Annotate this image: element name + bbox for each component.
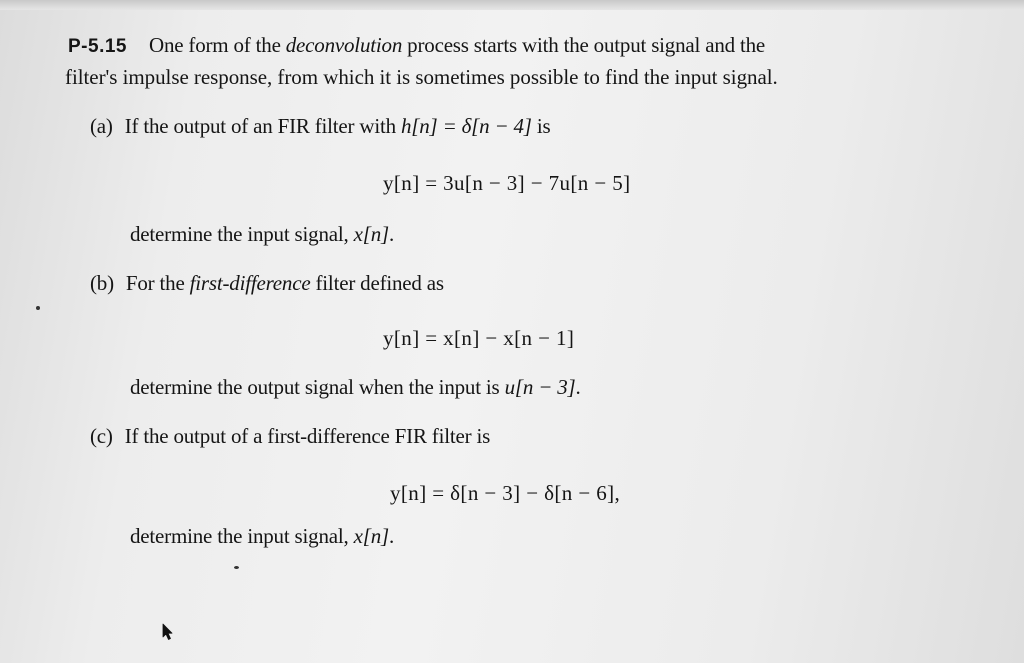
- part-c-label: (c): [90, 424, 113, 448]
- part-b-text-post: filter defined as: [310, 271, 444, 295]
- stray-mark: [234, 566, 239, 569]
- part-b-text-italic: first-difference: [189, 271, 311, 295]
- part-c-task-variable: x[n]: [353, 524, 389, 548]
- part-a-equation: y[n] = 3u[n − 3] − 7u[n − 5]: [383, 171, 631, 195]
- problem-intro-line-2: filter's impulse response, from which it is sometimes possible to find the input signal.: [65, 65, 778, 89]
- part-a-impulse-response: h[n] = δ[n − 4]: [400, 114, 532, 138]
- part-b-text-pre: For the: [125, 271, 190, 295]
- part-b-task: [130, 375, 581, 400]
- part-a-text-post: is: [531, 114, 551, 138]
- part-c-text: If the output of a first-difference FIR filter is: [124, 424, 491, 448]
- part-a-label: (a): [90, 114, 113, 138]
- part-c-equation: y[n] = δ[n − 3] − δ[n − 6],: [390, 481, 621, 505]
- part-a-task-end: .: [388, 222, 395, 246]
- part-b-label: (b): [90, 271, 114, 295]
- part-b-task-end: .: [575, 375, 581, 399]
- intro-text-post: process starts with the output signal and the: [402, 33, 766, 57]
- intro-text-italic: deconvolution: [285, 33, 403, 57]
- part-b-equation: y[n] = x[n] − x[n − 1]: [383, 326, 575, 350]
- part-b-task-variable: u[n − 3]: [504, 375, 576, 399]
- part-b-statement: [90, 271, 444, 296]
- problem-number: P-5.15: [68, 36, 127, 57]
- stray-dot: [36, 306, 40, 310]
- part-b-task-text: determine the output signal when the input is: [130, 375, 505, 399]
- part-a-task: [130, 222, 394, 247]
- problem-intro-line-1: [68, 33, 765, 58]
- part-a-task-variable: x[n]: [353, 222, 389, 246]
- mouse-pointer-icon: [160, 623, 174, 641]
- part-c-task: [130, 524, 394, 549]
- intro-text-pre: One form of the: [148, 33, 286, 57]
- part-c-task-end: .: [388, 524, 395, 548]
- part-a-text-pre: If the output of an FIR filter with: [124, 114, 401, 138]
- part-c-task-text: determine the input signal,: [130, 524, 354, 548]
- page-top-edge: [0, 0, 1024, 10]
- part-c-statement: [90, 424, 490, 449]
- part-a-statement: [90, 114, 550, 139]
- part-a-task-text: determine the input signal,: [130, 222, 354, 246]
